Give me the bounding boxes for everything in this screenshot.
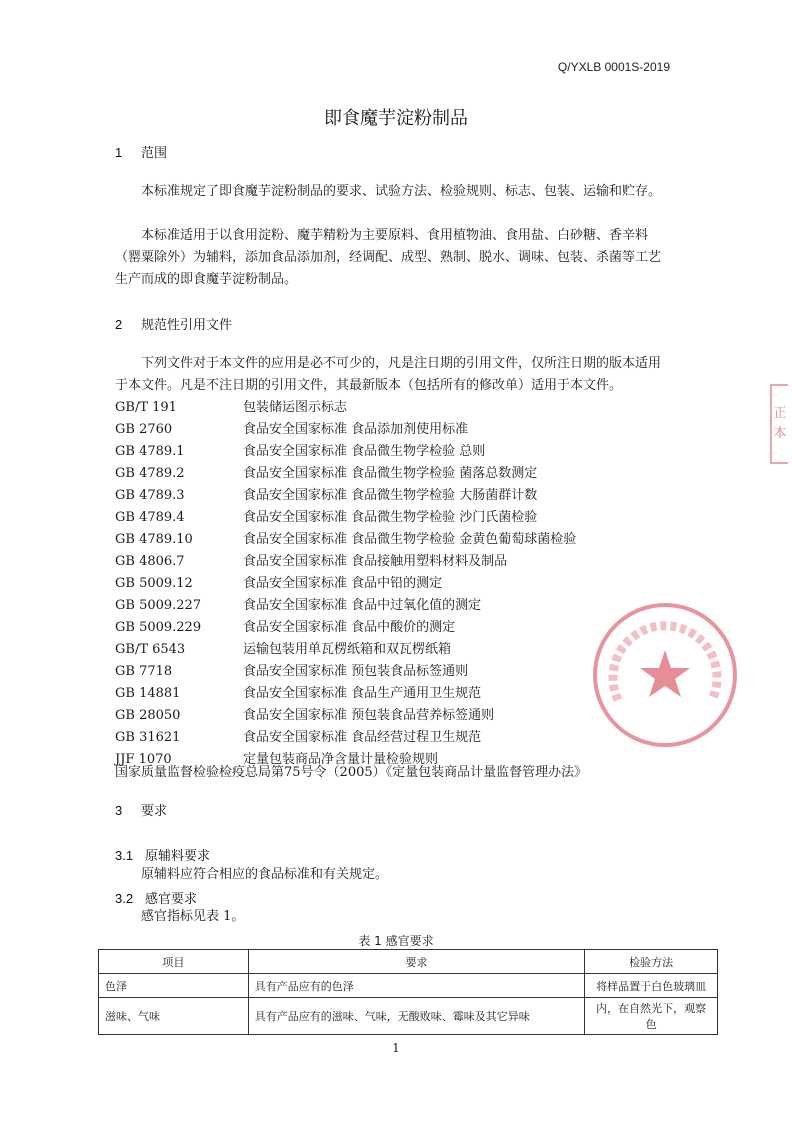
subsection-title: 感官要求 xyxy=(145,892,198,907)
reference-title: 食品安全国家标准 食品生产通用卫生规范 xyxy=(243,686,482,701)
reference-title: 食品安全国家标准 预包装食品标签通则 xyxy=(243,664,469,679)
reference-title: 食品安全国家标准 食品微生物学检验 菌落总数测定 xyxy=(243,466,538,481)
page-number: 1 xyxy=(392,1041,400,1055)
section-2-heading xyxy=(115,314,232,333)
table-header-cell: 要求 xyxy=(248,950,584,974)
subsection-title: 原辅料要求 xyxy=(145,849,211,864)
section-number: 2 xyxy=(115,317,123,332)
section-1-paragraph-1: 本标准规定了即食魔芋淀粉制品的要求、试验方法、检验规则、标志、包装、运输和贮存。 xyxy=(141,184,662,199)
reference-title: 食品安全国家标准 食品经营过程卫生规范 xyxy=(243,730,482,745)
reference-title: 食品安全国家标准 食品中酸价的测定 xyxy=(243,620,456,635)
table-cell: 滋味、气味 xyxy=(99,998,249,1035)
reference-code: GB 7718 xyxy=(115,664,173,679)
section-number: 1 xyxy=(115,145,123,160)
reference-code: GB 4789.1 xyxy=(115,444,185,459)
reference-code: GB 4789.2 xyxy=(115,466,185,481)
reference-title: 食品安全国家标准 预包装食品营养标签通则 xyxy=(243,708,495,723)
section-1-paragraph-2: 本标准适用于以食用淀粉、魔芋精粉为主要原料、食用植物油、食用盐、白砂糖、香辛料（罂粟除外）为辅料，添加食品添加剂，经调配、成型、熟制、脱水、调味、包装、杀菌等工艺生产而成的即食魔芋淀粉制品。 xyxy=(115,228,662,287)
table-cell: 将样品置于白色玻璃皿 xyxy=(585,974,718,998)
section-3-2-text: 感官指标见表 1。 xyxy=(141,909,245,924)
reference-code: GB 4789.10 xyxy=(115,532,193,547)
section-title: 范围 xyxy=(141,146,168,161)
section-title: 规范性引用文件 xyxy=(141,318,233,333)
reference-title: 食品安全国家标准 食品接触用塑料材料及制品 xyxy=(243,554,508,569)
reference-title: 食品安全国家标准 食品微生物学检验 大肠菌群计数 xyxy=(243,488,538,503)
reference-title: 食品安全国家标准 食品微生物学检验 总则 xyxy=(243,444,486,459)
reference-code: GB 2760 xyxy=(115,422,173,437)
section-3-1-heading xyxy=(115,845,210,864)
subsection-number: 3.1 xyxy=(115,848,134,863)
reference-code: GB 28050 xyxy=(115,708,181,723)
table-header-cell: 项目 xyxy=(99,950,249,974)
subsection-number: 3.2 xyxy=(115,891,134,906)
table-row xyxy=(99,974,718,998)
official-seal xyxy=(590,600,740,750)
table-cell: 具有产品应有的滋味、气味，无酸败味、霉味及其它异味 xyxy=(248,998,584,1035)
table-caption: 表 1 感官要求 xyxy=(358,934,434,948)
reference-code: GB 5009.229 xyxy=(115,620,202,635)
section-3-2-heading xyxy=(115,888,197,907)
reference-title: 包装储运图示标志 xyxy=(243,400,348,415)
table-row xyxy=(99,998,718,1035)
document-number: Q/YXLB 0001S-2019 xyxy=(557,60,670,74)
reference-code: JJF 1070 xyxy=(115,752,172,767)
reference-title: 运输包装用单瓦楞纸箱和双瓦楞纸箱 xyxy=(243,642,452,657)
table-cell: 色泽 xyxy=(99,974,249,998)
table-header-cell: 检验方法 xyxy=(585,950,718,974)
reference-code: GB 5009.227 xyxy=(115,598,202,613)
section-3-1-text: 原辅料应符合相应的食品标准和有关规定。 xyxy=(141,867,389,882)
section-3-heading xyxy=(115,800,167,819)
reference-title: 定量包装商品净含量计量检验规则 xyxy=(243,752,439,767)
reference-code: GB/T 6543 xyxy=(115,642,186,657)
reference-code: GB/T 191 xyxy=(115,400,177,415)
reference-title: 食品安全国家标准 食品微生物学检验 金黄色葡萄球菌检验 xyxy=(243,532,577,547)
reference-code: GB 4806.7 xyxy=(115,554,185,569)
sensory-requirements-table xyxy=(98,949,718,1035)
reference-title: 食品安全国家标准 食品中铅的测定 xyxy=(243,576,443,591)
seal-star-icon xyxy=(640,650,690,697)
section-1-heading xyxy=(115,142,167,161)
section-2-paragraph: 下列文件对于本文件的应用是必不可少的，凡是注日期的引用文件，仅所注日期的版本适用于本文件。凡是不注日期的引用文件，其最新版本（包括所有的修改单）适用于本文件。 xyxy=(115,356,662,393)
reference-last: 国家质量监督检验检疫总局第75号令（2005）《定量包装商品计量监督管理办法》 xyxy=(115,765,588,780)
side-mark: 正本 xyxy=(770,384,788,464)
table-cell: 具有产品应有的色泽 xyxy=(248,974,584,998)
reference-code: GB 14881 xyxy=(115,686,181,701)
reference-code: GB 4789.3 xyxy=(115,488,185,503)
reference-code: GB 5009.12 xyxy=(115,576,193,591)
document-title: 即食魔芋淀粉制品 xyxy=(324,108,468,129)
reference-title: 食品安全国家标准 食品微生物学检验 沙门氏菌检验 xyxy=(243,510,538,525)
reference-title: 食品安全国家标准 食品添加剂使用标准 xyxy=(243,422,469,437)
section-title: 要求 xyxy=(141,804,168,819)
table-header-row xyxy=(99,950,718,974)
reference-title: 食品安全国家标准 食品中过氧化值的测定 xyxy=(243,598,482,613)
section-number: 3 xyxy=(115,803,123,818)
reference-code: GB 4789.4 xyxy=(115,510,185,525)
reference-code: GB 31621 xyxy=(115,730,181,745)
table-cell: 内，在自然光下，观察色 xyxy=(585,998,718,1035)
